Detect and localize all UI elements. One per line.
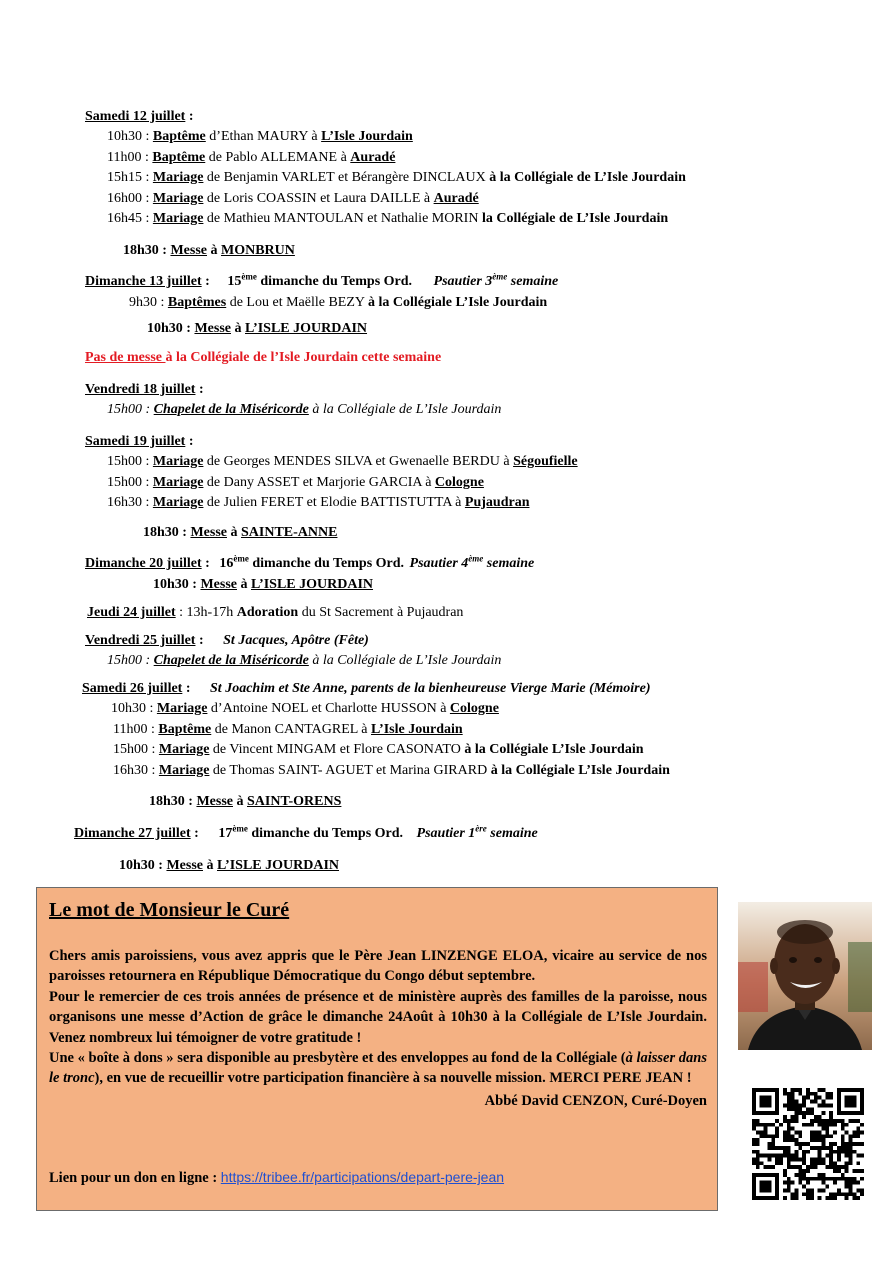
cure-paragraph: Une « boîte à dons » sera disponible au presbytère et des enveloppes au fond de la Collégiale (à laisser dans le tronc), en vue de recueillir votre participation financière à sa nouvelle mission. MERCI PERE JEAN ! <box>49 1050 707 1087</box>
cure-paragraph: Chers amis paroissiens, vous avez appris que le Père Jean LINZENGE ELOA, vicaire au service de nos paroisses retournera en République Démocratique du Congo début septembre. <box>49 948 707 985</box>
mass-line: 18h30 : Messe à SAINTE-ANNE <box>143 525 338 540</box>
mass-line: 18h30 : Messe à SAINT-ORENS <box>149 794 342 809</box>
event-line: 16h45 : Mariage de Mathieu MANTOULAN et Nathalie MORIN la Collégiale de L’Isle Jourdain <box>107 211 669 226</box>
day-heading-sun13: Dimanche 13 juillet : 15ème dimanche du Temps Ord. Psautier 3ème semaine <box>85 271 559 289</box>
event-line: 16h30 : Mariage de Thomas SAINT- AGUET et Marina GIRARD à la Collégiale L’Isle Jourdain <box>113 763 670 778</box>
event-line: 11h00 : Baptême de Pablo ALLEMANE à Auradé <box>107 150 396 165</box>
day-heading-sun27: Dimanche 27 juillet : 17ème dimanche du Temps Ord. Psautier 1ère semaine <box>74 823 538 841</box>
cure-paragraph: Pour le remercier de ces trois années de présence et de ministère auprès des familles de la paroisse, nous organisons une messe d’Action de grâce le dimanche 24Août à 10h30 à la Collégiale de L’Isle Jourdain. Venez nombreux lui témoigner de votre gratitude ! <box>49 988 707 1046</box>
event-line: 11h00 : Baptême de Manon CANTAGREL à L’Isle Jourdain <box>113 722 463 737</box>
mass-line: 10h30 : Messe à L’ISLE JOURDAIN <box>147 321 368 336</box>
event-line: 15h15 : Mariage de Benjamin VARLET et Bérangère DINCLAUX à la Collégiale de L’Isle Jourdain <box>107 170 686 185</box>
cure-signature: Abbé David CENZON, Curé-Doyen <box>484 1092 707 1109</box>
day-heading-fri25: Vendredi 25 juillet : St Jacques, Apôtre (Fête) <box>85 633 369 648</box>
event-line: 15h00 : Mariage de Dany ASSET et Marjorie GARCIA à Cologne <box>107 475 484 490</box>
mass-line: 18h30 : Messe à MONBRUN <box>123 243 295 258</box>
day-heading-sat12: Samedi 12 juillet : <box>85 109 194 124</box>
event-line: 15h00 : Chapelet de la Miséricorde à la Collégiale de L’Isle Jourdain <box>107 653 502 668</box>
event-line: 9h30 : Baptêmes de Lou et Maëlle BEZY à la Collégiale L’Isle Jourdain <box>129 295 548 310</box>
event-line: 15h00 : Chapelet de la Miséricorde à la Collégiale de L’Isle Jourdain <box>107 402 502 417</box>
day-heading-fri18: Vendredi 18 juillet : <box>85 382 204 397</box>
day-heading-sat26: Samedi 26 juillet : St Joachim et Ste Anne, parents de la bienheureuse Vierge Marie (Mémoire) <box>82 681 651 696</box>
donation-line: Lien pour un don en ligne : https://tribee.fr/participations/depart-pere-jean <box>49 1169 505 1186</box>
donation-link[interactable]: https://tribee.fr/participations/depart-pere-jean <box>220 1169 505 1185</box>
cure-box-body <box>49 946 707 1111</box>
day-heading-sat19: Samedi 19 juillet : <box>85 434 194 449</box>
event-line: 16h00 : Mariage de Loris COASSIN et Laura DAILLE à Auradé <box>107 191 479 206</box>
event-line: 10h30 : Mariage d’Antoine NOEL et Charlotte HUSSON à Cologne <box>111 701 499 716</box>
qr-code-icon <box>752 1088 864 1200</box>
cure-message-box <box>36 887 718 1211</box>
mass-line: 10h30 : Messe à L’ISLE JOURDAIN <box>153 577 374 592</box>
mass-line: 10h30 : Messe à L’ISLE JOURDAIN <box>119 858 340 873</box>
day-heading-thu24: Jeudi 24 juillet : 13h-17h Adoration du St Sacrement à Pujaudran <box>87 605 464 620</box>
event-line: 10h30 : Baptême d’Ethan MAURY à L’Isle Jourdain <box>107 129 413 144</box>
event-line: 15h00 : Mariage de Georges MENDES SILVA et Gwenaelle BERDU à Ségoufielle <box>107 454 578 469</box>
event-line: 16h30 : Mariage de Julien FERET et Elodie BATTISTUTTA à Pujaudran <box>107 495 530 510</box>
notice-no-mass: Pas de messe à la Collégiale de l’Isle Jourdain cette semaine <box>85 350 442 365</box>
event-line: 15h00 : Mariage de Vincent MINGAM et Flore CASONATO à la Collégiale L’Isle Jourdain <box>113 742 644 757</box>
day-heading-sun20: Dimanche 20 juillet : 16ème dimanche du Temps Ord. Psautier 4ème semaine <box>85 553 535 571</box>
cure-box-title: Le mot de Monsieur le Curé <box>49 899 290 921</box>
portrait-photo <box>738 902 872 1050</box>
